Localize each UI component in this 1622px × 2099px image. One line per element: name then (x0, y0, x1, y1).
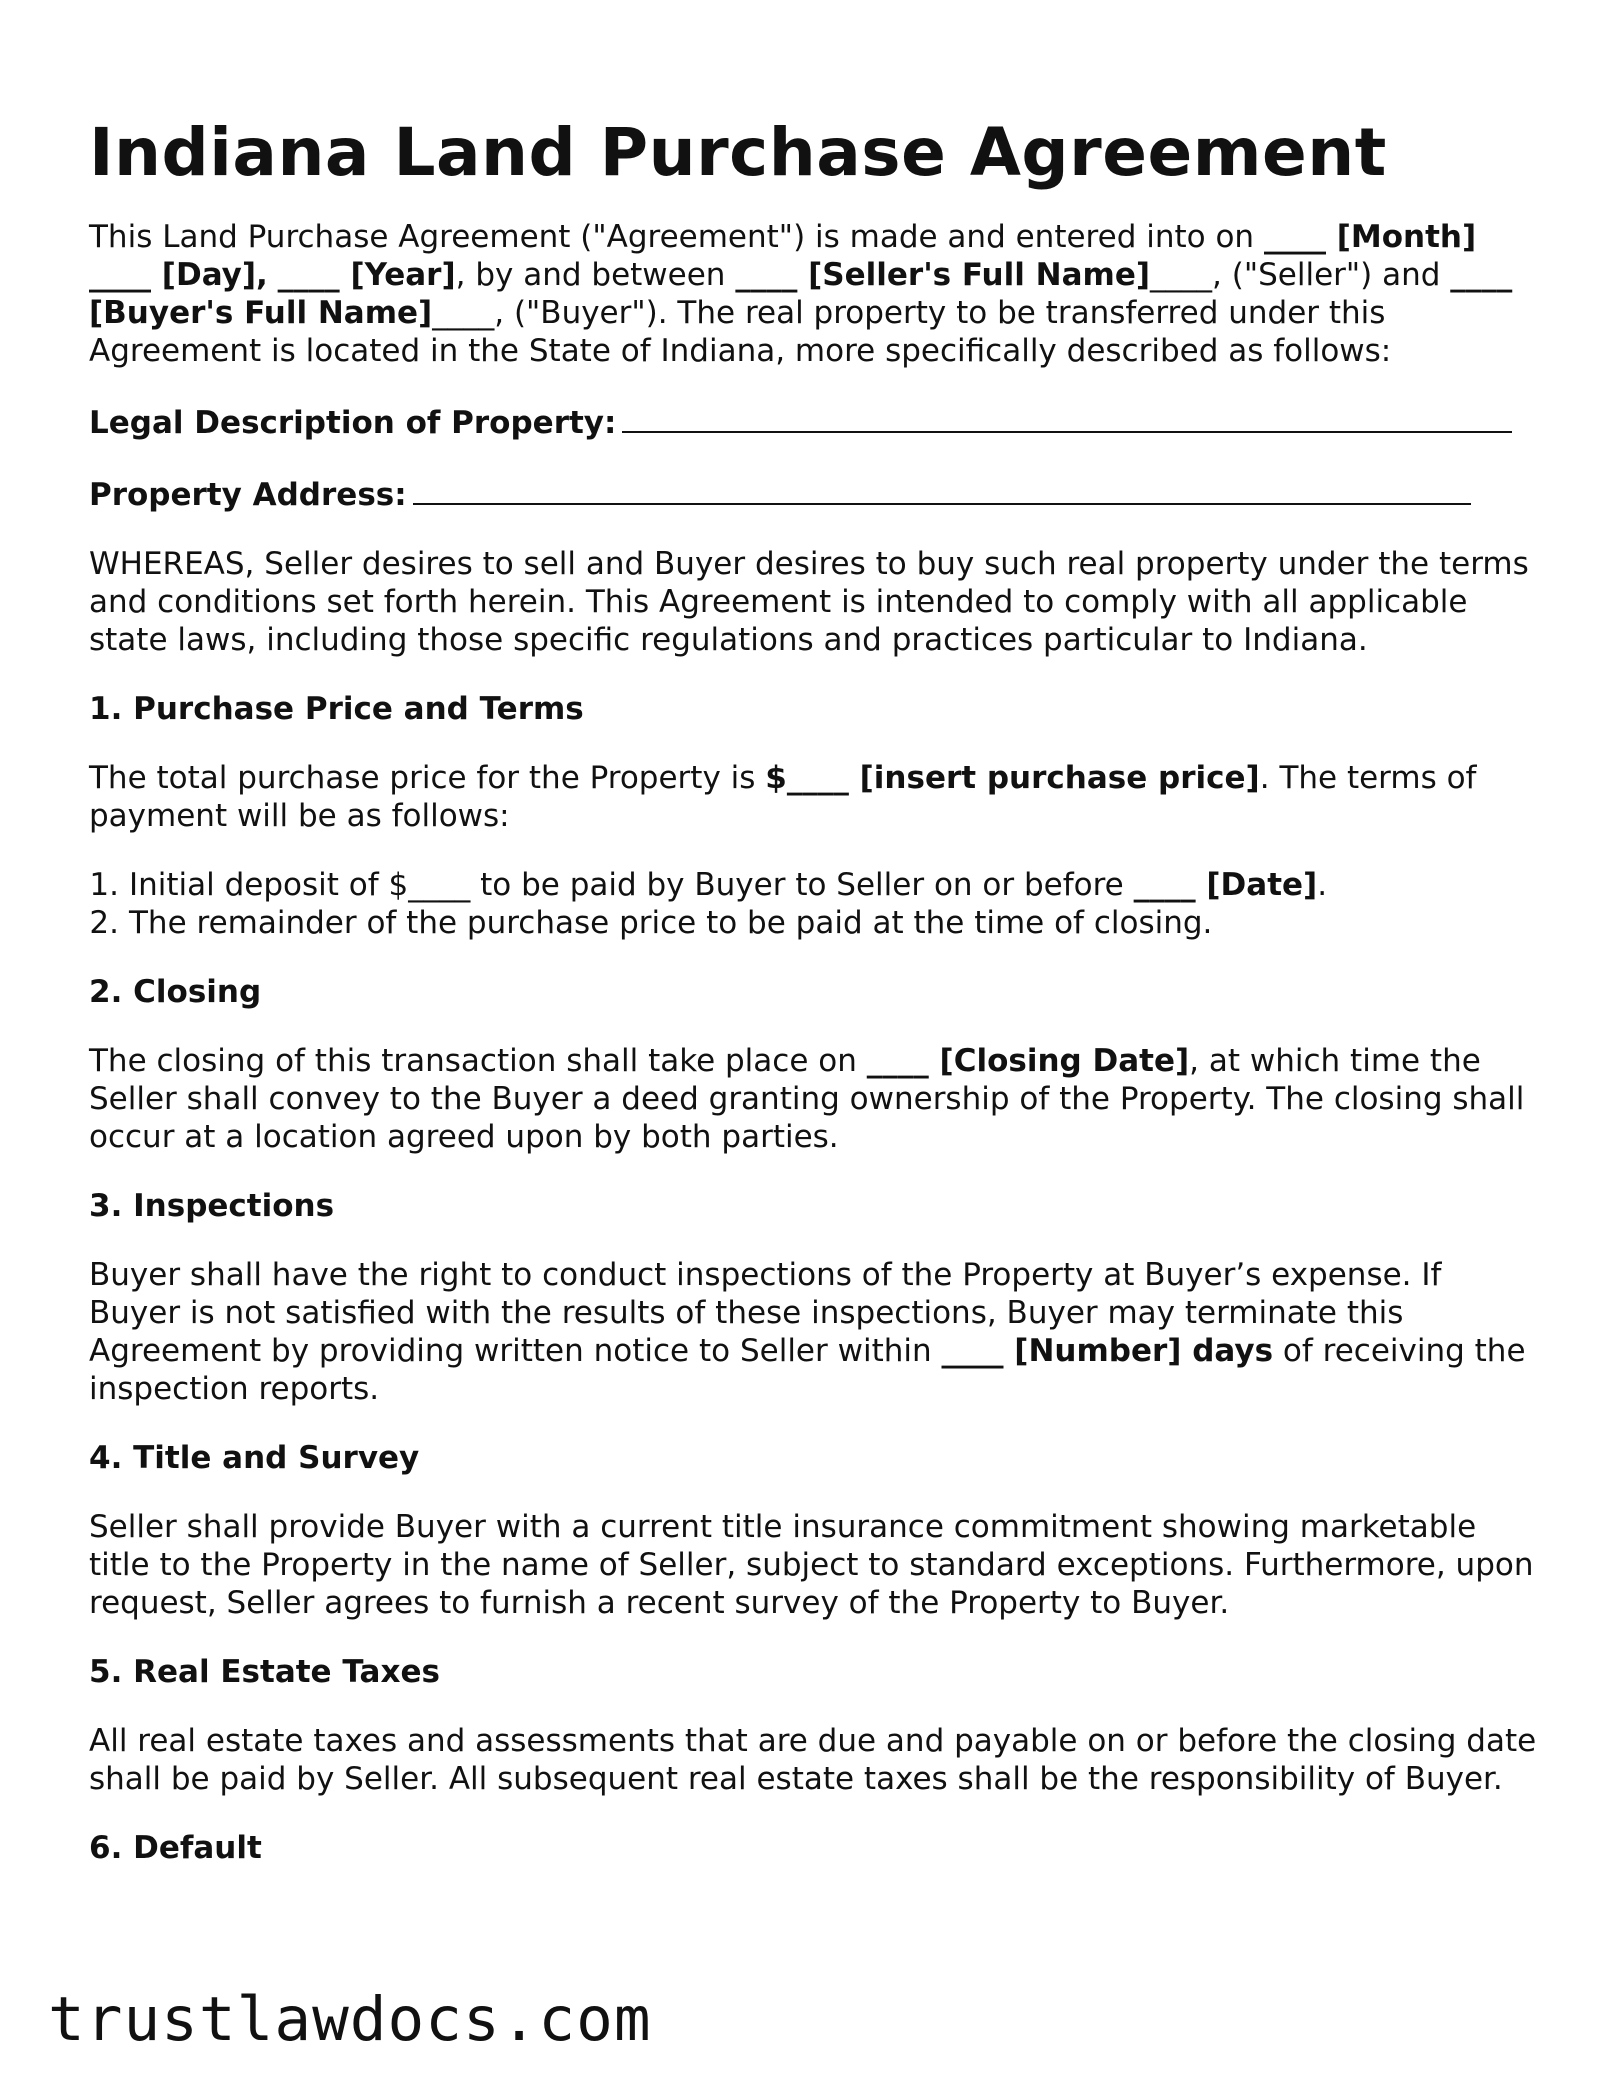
legal-description-line[interactable] (622, 401, 1512, 433)
intro-text: This Land Purchase Agreement ("Agreement") is made and entered into on (89, 219, 1264, 255)
taxes-paragraph: All real estate taxes and assessments that are due and payable on or before the closing date shall be paid by Seller. All subsequent real estate taxes shall be the responsibility of Buyer. (89, 1723, 1537, 1797)
closing-text: , at which time the Seller shall convey to the Buyer a deed granting ownership of the Property. The closing shall occur at a location agreed upon by both parties. (89, 1043, 1525, 1155)
day-blank: ____ [Day], (89, 257, 268, 293)
watermark-text: trustlawdocs.com (48, 1984, 652, 2055)
inspections-text: of receiving the inspection reports. (89, 1333, 1526, 1407)
whereas-paragraph: WHEREAS, Seller desires to sell and Buyer desires to buy such real property under the terms and conditions set forth herein. This Agreement is intended to comply with all applicable state laws, including those specific regulations and practices particular to Indiana. (89, 546, 1529, 658)
section-heading-default: 6. Default (89, 1830, 262, 1866)
inspections-text: Buyer shall have the right to conduct inspections of the Property at Buyer’s expense. If Buyer is not satisfied with the results of these inspections, Buyer may terminate this Agreement by providing written notice to Seller within (89, 1257, 1442, 1369)
purchase-price-text: . The terms of payment will be as follows: (89, 760, 1477, 834)
document-title: Indiana Land Purchase Agreement (89, 114, 1387, 191)
purchase-price-text: The total purchase price for the Property is (89, 760, 766, 796)
list-number: 1. (89, 867, 119, 903)
property-address-line[interactable] (413, 473, 1471, 505)
closing-date-blank: ____ [Closing Date] (866, 1043, 1190, 1079)
title-survey-paragraph: Seller shall provide Buyer with a current title insurance commitment showing marketable title to the Property in the name of Seller, subject to standard exceptions. Furthermore, upon request, Seller agrees to furnish a recent survey of the Property to Buyer. (89, 1509, 1534, 1621)
intro-text: ____, ("Buyer"). The real property to be transferred under this Agreement is located in the State of Indiana, more specifically described as follows: (89, 295, 1392, 369)
section-heading-closing: 2. Closing (89, 974, 262, 1010)
intro-space (268, 257, 278, 293)
buyer-name-blank: ____ [Buyer's Full Name] (89, 257, 1513, 331)
section-heading-inspections: 3. Inspections (89, 1188, 335, 1224)
purchase-price-paragraph (89, 759, 1539, 835)
closing-text: The closing of this transaction shall take place on (89, 1043, 867, 1079)
property-address-field (89, 473, 1539, 514)
section-heading-taxes: 5. Real Estate Taxes (89, 1654, 440, 1690)
intro-text: , by and between (455, 257, 736, 293)
list-item (89, 866, 1539, 904)
deposit-date-blank: ____ [Date] (1133, 867, 1318, 903)
section-heading-title-survey: 4. Title and Survey (89, 1440, 420, 1476)
document-page (89, 108, 1539, 1898)
inspections-paragraph (89, 1256, 1539, 1408)
list-text: Initial deposit of $____ to be paid by Buyer to Seller on or before (129, 867, 1134, 903)
list-text: The remainder of the purchase price to be paid at the time of closing. (129, 905, 1213, 941)
seller-name-blank: ____ [Seller's Full Name] (735, 257, 1151, 293)
list-text: . (1317, 867, 1328, 903)
intro-text: ____, ("Seller") and (1150, 257, 1451, 293)
list-item (89, 904, 1539, 942)
property-address-label: Property Address: (89, 477, 407, 513)
section-heading-purchase-price: 1. Purchase Price and Terms (89, 691, 584, 727)
inspection-days-blank: ____ [Number] days (941, 1333, 1274, 1369)
month-blank: ____ [Month] (1263, 219, 1477, 255)
legal-description-label: Legal Description of Property: (89, 405, 617, 441)
legal-description-field (89, 401, 1539, 442)
payment-terms-list (89, 866, 1539, 942)
intro-paragraph (89, 218, 1539, 370)
list-number: 2. (89, 905, 119, 941)
closing-paragraph (89, 1042, 1539, 1156)
purchase-price-blank: $____ [insert purchase price] (765, 760, 1260, 796)
year-blank: ____ [Year] (277, 257, 456, 293)
